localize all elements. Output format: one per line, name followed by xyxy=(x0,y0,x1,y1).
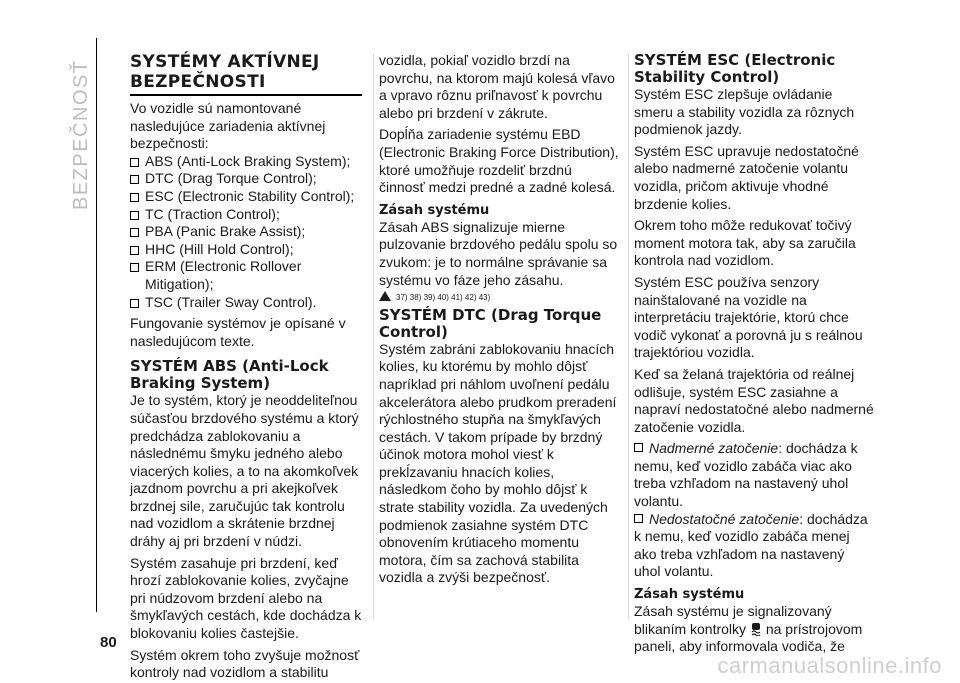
checkbox-bullet-icon xyxy=(130,263,139,272)
side-rule xyxy=(96,38,97,612)
column-2 xyxy=(379,52,619,587)
abs-intervention-heading: Zásah systému xyxy=(379,202,490,218)
list-item xyxy=(130,153,362,171)
abs-section-title: SYSTÉM ABS (Anti-Lock Braking System) xyxy=(130,357,329,393)
dtc-text: Systém zabráni zablokovaniu hnacích kolies, ku ktorému by mohlo dôjsť napríklad pri náhlom uvoľnení pedálu akcelerátora alebo prudkom preradení rýchlostného stupňa na šmykľavých cestách. V takom prípade by brzdný účinok motora mohol viesť k prekĺzavaniu hnacích kolies, následkom čoho by mohlo dôjsť k strate stability vozidla. Za uvedených podmienok zasiahne systém DTC obnovením krútiaceho momentu motora, čím sa zachová stabilita vozidla a zvýši bezpečnosť. xyxy=(379,340,617,586)
list-item-text: ABS (Anti-Lock Braking System); xyxy=(145,152,351,169)
checkbox-bullet-icon xyxy=(130,228,139,237)
esc-warning-light-icon xyxy=(750,622,762,636)
warning-references xyxy=(379,289,619,307)
column-3 xyxy=(634,52,874,656)
checkbox-bullet-icon xyxy=(130,299,139,308)
column-1 xyxy=(130,52,362,682)
dtc-section-title: SYSTÉM DTC (Drag Torque Control) xyxy=(379,305,602,341)
list-item-text: DTC (Drag Torque Control); xyxy=(145,170,317,187)
esc-paragraph-5: Keď sa želaná trajektória od reálnej odlišuje, systém ESC zasiahne a napraví nedostatočné alebo nadmerné zatočenie vozidla. xyxy=(634,365,874,435)
oversteer-term: Nadmerné zatočenie xyxy=(649,440,779,457)
esc-intervention-heading: Zásah systému xyxy=(634,587,745,603)
oversteer-item xyxy=(634,440,874,510)
list-item xyxy=(130,258,362,293)
checkbox-bullet-icon xyxy=(130,158,139,167)
esc-paragraph-4: Systém ESC používa senzory nainštalované na vozidle na interpretáciu trajektórie, ktorú chce vodič vykonať a porovná ju s reálnou trajektóriou vozidla. xyxy=(634,273,863,361)
abs-paragraph-2: Systém zasahuje pri brzdení, keď hrozí zablokovanie kolies, zvyčajne pri núdzovom brzdení alebo na šmykľavých cestách, kde dochádza k blokovaniu kolies častejšie. xyxy=(130,554,362,642)
abs-paragraph-1: Je to systém, ktorý je neoddeliteľnou súčasťou brzdového systému a ktorý predchádza zablokovaniu a následnému šmyku jedného alebo viacerých kolies, a to na akomkoľvek jazdnom povrchu a pri akejkoľvek brzdnej sile, zaručujúc tak kontrolu nad vozidlom a skrátenie brzdnej dráhy aj pri brzdení v núdzi. xyxy=(130,392,359,550)
list-item-text: TSC (Trailer Sway Control). xyxy=(145,293,317,310)
esc-section-title: SYSTÉM ESC (Electronic Stability Control) xyxy=(634,51,836,86)
esc-intervention-text-start: Zásah systému je signalizovaný blikaním kontrolky xyxy=(634,603,832,637)
intro-text: Vo vozidle sú namontované nasledujúce zariadenia aktívnej bezpečnosti: xyxy=(130,100,326,152)
understeer-term: Nedostatočné zatočenie xyxy=(649,510,800,527)
checkbox-bullet-icon xyxy=(130,193,139,202)
list-item-text: PBA (Panic Brake Assist); xyxy=(145,223,306,240)
list-item-text: TC (Traction Control); xyxy=(145,205,280,222)
active-safety-title: SYSTÉMY AKTÍVNEJ BEZPEČNOSTI xyxy=(130,52,362,96)
list-item xyxy=(130,188,362,206)
checkbox-bullet-icon xyxy=(130,175,139,184)
warning-triangle-icon xyxy=(379,291,391,301)
list-item xyxy=(130,206,362,224)
abs-continued-text: vozidla, pokiaľ vozidlo brzdí na povrchu, na ktorom majú kolesá vľavo a vpravo rôznu priľnavosť k povrchu alebo pri brzdení v zákrute. xyxy=(379,52,615,121)
column-divider xyxy=(373,54,374,619)
oversteer-text: : dochádza k nemu, keď vozidlo zabáča viac ako treba vzhľadom na nastavený uhol volantu. xyxy=(634,440,858,510)
esc-paragraph-2: Systém ESC upravuje nedostatočné alebo nadmerné zatočenie volantu vozidla, pričom aktivuje vhodné brzdenie kolies. xyxy=(634,142,859,212)
list-item xyxy=(130,223,362,241)
abs-paragraph-3: Systém okrem toho zvyšuje možnosť kontroly nad vozidlom a stabilitu xyxy=(130,646,360,681)
understeer-item xyxy=(634,511,874,581)
systems-list xyxy=(130,153,362,311)
abs-intervention-text: Zásah ABS signalizuje mierne pulzovanie brzdového pedálu spolu so zvukom: je to normálne správanie sa systému vo fáze jeho zásahu. xyxy=(379,218,618,288)
checkbox-bullet-icon xyxy=(634,443,643,452)
checkbox-bullet-icon xyxy=(634,514,643,523)
list-item xyxy=(130,241,362,259)
watermark: carmanualsonline.info xyxy=(717,653,942,678)
list-item xyxy=(130,170,362,188)
esc-intervention-text xyxy=(634,603,874,656)
side-section-label: BEZPEČNOSŤ xyxy=(70,59,92,210)
list-item-text: HHC (Hill Hold Control); xyxy=(145,240,294,257)
column-divider xyxy=(628,54,629,619)
checkbox-bullet-icon xyxy=(130,246,139,255)
list-item-text: ERM (Electronic Rollover Mitigation); xyxy=(145,258,302,292)
esc-intervention-text-end: na prístrojovom paneli, aby informovala vodiča, že xyxy=(634,620,863,655)
outro-text: Fungovanie systémov je opísané v nasledujúcom texte. xyxy=(130,315,346,349)
esc-paragraph-3: Okrem toho môže redukovať točivý moment motora tak, aby sa zaručila kontrola nad vozidlom. xyxy=(634,217,856,269)
page-number: 80 xyxy=(100,634,117,651)
checkbox-bullet-icon xyxy=(130,211,139,220)
list-item-text: ESC (Electronic Stability Control); xyxy=(145,187,355,204)
list-item xyxy=(130,294,362,312)
esc-paragraph-1: Systém ESC zlepšuje ovládanie smeru a stability vozidla za rôznych podmienok jazdy. xyxy=(634,86,855,138)
understeer-text: : dochádza k nemu, keď vozidlo zabáča menej ako treba vzhľadom na nastavený uhol volantu. xyxy=(634,510,868,580)
ebd-text: Dopĺňa zariadenie systému EBD (Electronic Braking Force Distribution), ktoré umožňuje rozdeliť brzdnú činnosť medzi predné a zadné kolesá. xyxy=(379,126,619,196)
warning-reference-numbers: 37) 38) 39) 40) 41) 42) 43) xyxy=(396,293,491,303)
